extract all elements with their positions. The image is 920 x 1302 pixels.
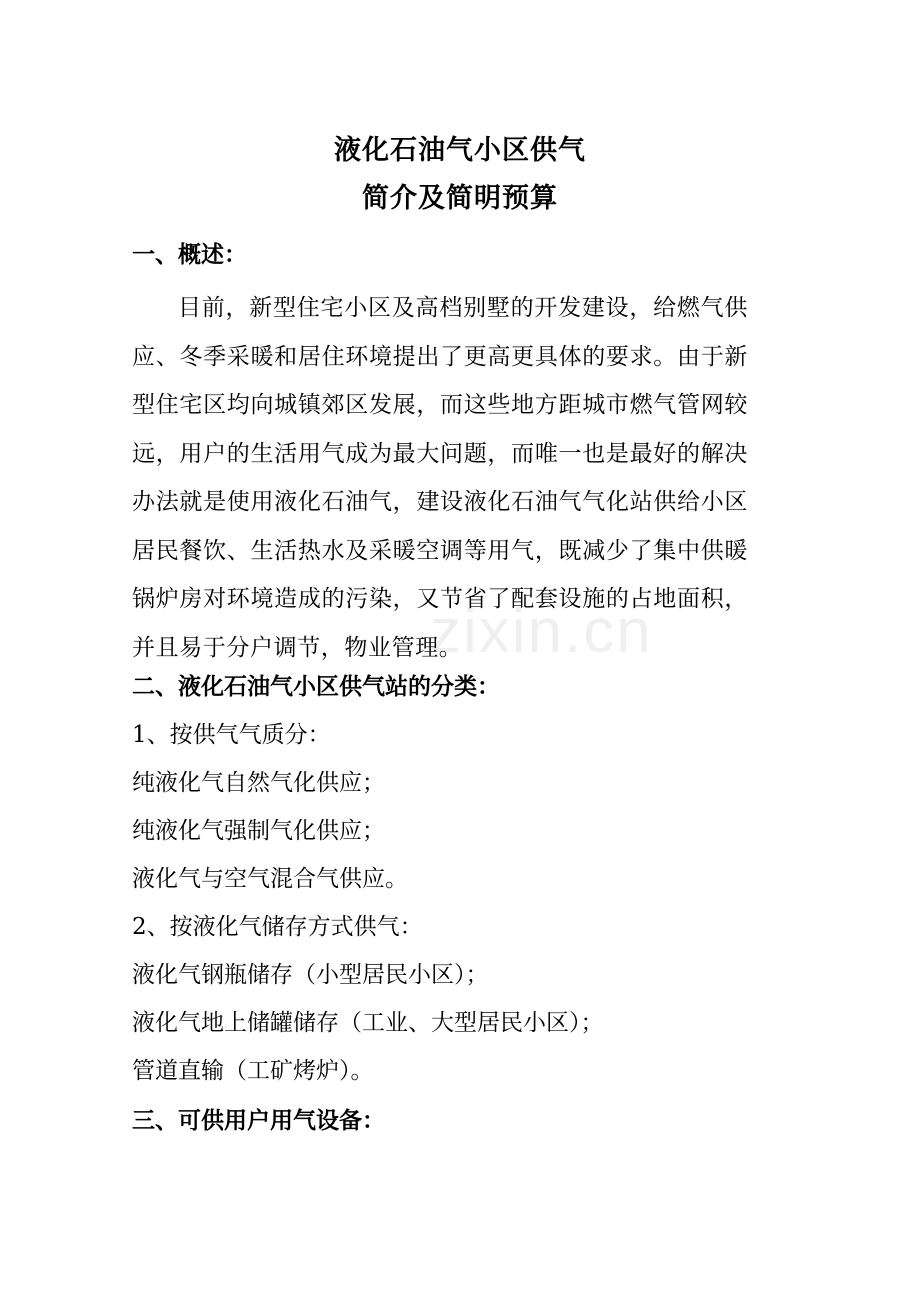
subheading-by-quality: 1、按供气气质分： [132,722,331,748]
document-title-line1: 液化石油气小区供气 [334,135,586,166]
section-heading-equipment: 三、可供用户用气设备： [132,1107,385,1134]
subheading-by-storage: 2、按液化气储存方式供气： [132,914,423,940]
list-item: 纯液化气强制气化供应； [132,818,385,844]
list-item: 液化气地上储罐储存（工业、大型居民小区）； [132,1010,604,1036]
section-heading-overview: 一、概述： [132,241,247,268]
watermark-text: zixin.cn [430,597,653,666]
list-item: 液化气与空气混合气供应。 [132,866,408,892]
list-item: 管道直输（工矿烤炉）。 [132,1058,374,1084]
document-title-line2: 简介及简明预算 [362,183,558,214]
overview-paragraph: 目前，新型住宅小区及高档别墅的开发建设，给燃气供应、冬季采暖和居住环境提出了更高更具体的要求。由于新型住宅区均向城镇郊区发展，而这些地方距城市燃气管网较远，用户的生活用气成为最大问题，而唯一也是最好的解决办法就是使用液化石油气，建设液化石油气气化站供给小区居民餐饮、生活热水及采暖空调等用气，既减少了集中供暖锅炉房对环境造成的污染，又节省了配套设施的占地面积，并且易于分户调节，物业管理。 [132,295,748,661]
list-item: 纯液化气自然气化供应； [132,770,385,796]
list-item: 液化气钢瓶储存（小型居民小区）； [132,962,489,988]
section-heading-classification: 二、液化石油气小区供气站的分类： [132,673,500,700]
